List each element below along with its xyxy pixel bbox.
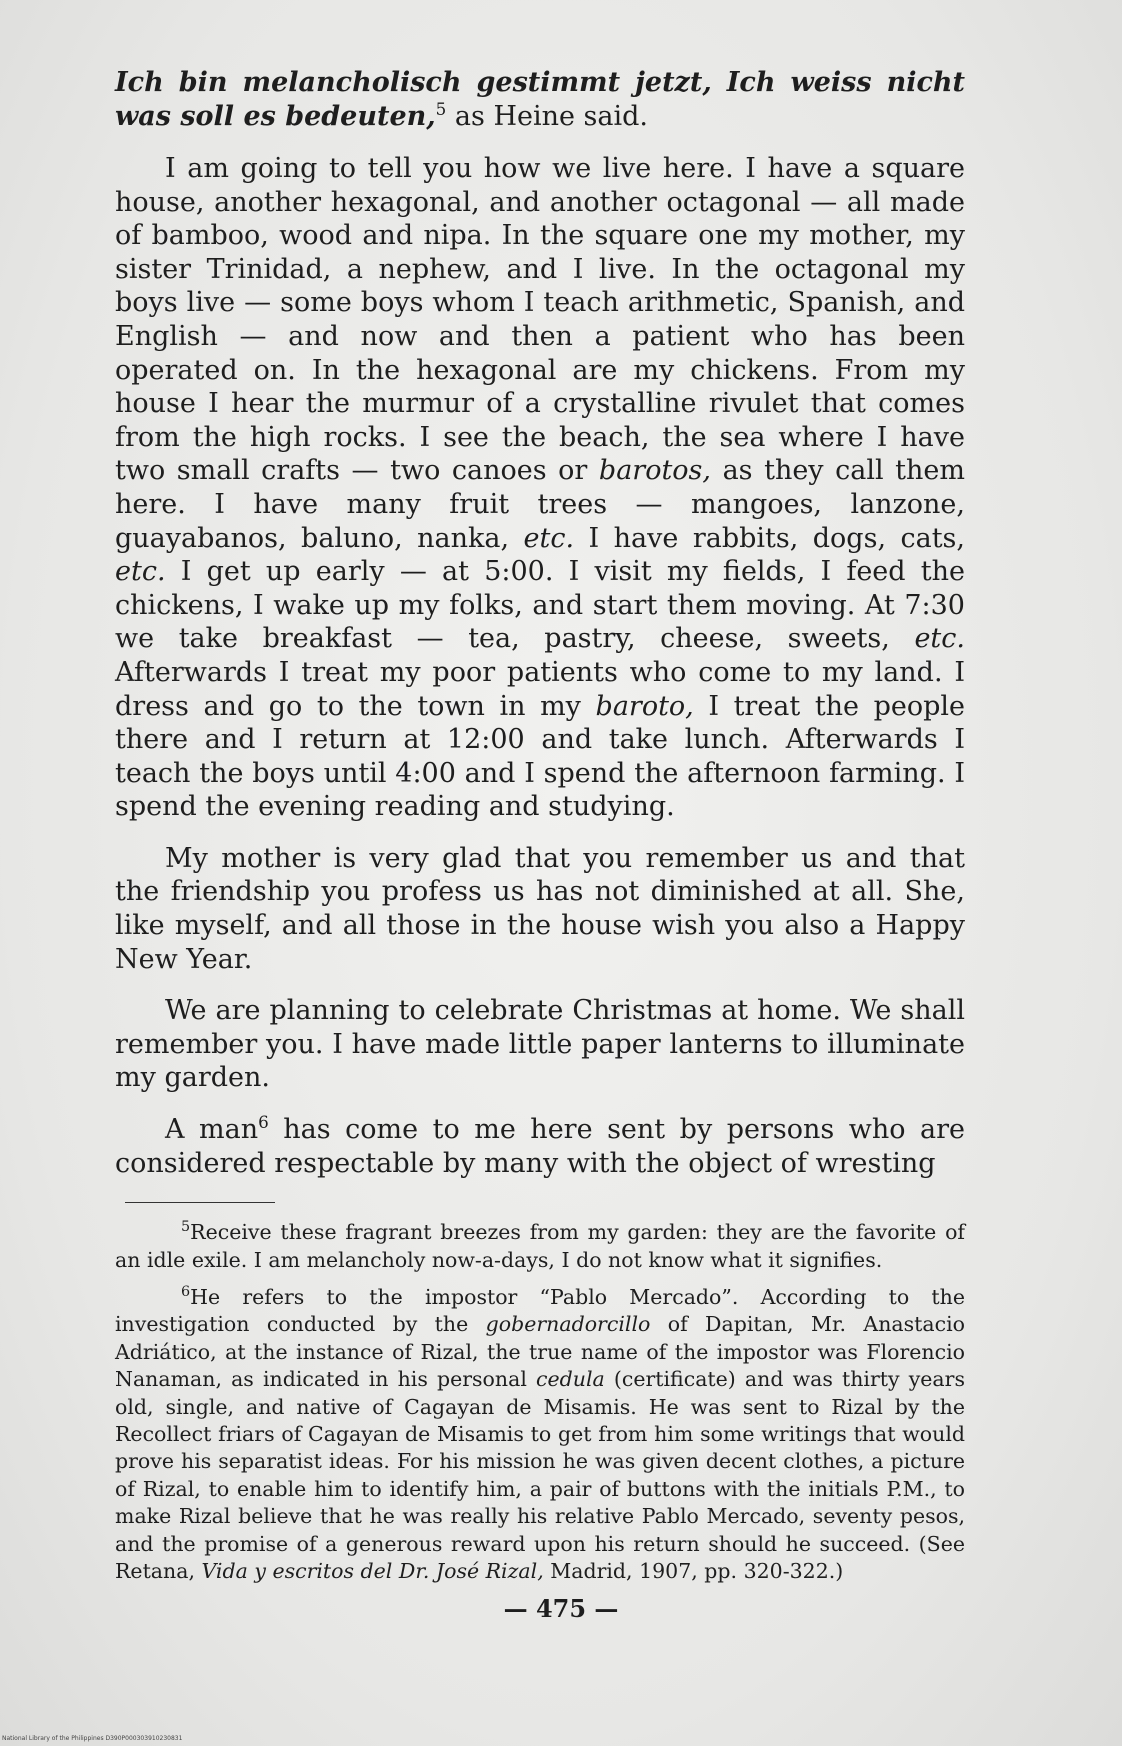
text-run: I get up early — at 5:00. I visit my fields, I feed the chickens, I wake up my folks, and start them moving. At 7:30 we take breakfast — tea, pastry, cheese, sweets,	[115, 556, 965, 655]
footnote-text: He refers to the impostor “Pablo Mercado”. According to the investigation conducted by the	[115, 1285, 965, 1337]
italic-term: baroto,	[595, 690, 694, 722]
opening-quote	[115, 66, 965, 134]
paragraph-daily-life	[115, 152, 965, 824]
footnote-text: of Dapitan, Mr. Anastacio Adriático, at the instance of Rizal, the true name of the impostor was Florencio Nanaman, as indicated in his personal	[115, 1312, 965, 1392]
footnote-ref-5[interactable]: 5	[435, 99, 447, 119]
quote-attribution: as Heine said.	[446, 101, 649, 132]
italic-term: gobernadorcillo	[485, 1312, 651, 1337]
footnote-mark: 6	[181, 1284, 191, 1301]
paragraph-christmas: We are planning to celebrate Christmas at home. We shall remember you. I have made little paper lanterns to illuminate my garden.	[115, 995, 965, 1094]
italic-term: etc.	[914, 623, 965, 655]
footnote-mark: 5	[181, 1219, 191, 1236]
italic-term: etc.	[115, 556, 166, 588]
footnote-divider	[125, 1202, 275, 1203]
text-run: I have rabbits, dogs, cats,	[588, 522, 965, 554]
footnote-ref-6[interactable]: 6	[258, 1112, 269, 1133]
text-run: Afterwards I treat my poor patients who come to my land. I dress and go to the town in my	[115, 656, 965, 722]
book-title: Vida y escritos del Dr. José Rizal,	[201, 1559, 544, 1584]
text-block	[115, 66, 965, 1586]
footnote-6	[115, 1284, 965, 1585]
paragraph-man	[115, 1113, 965, 1180]
text-run: has come to me here sent by persons who are considered respectable by many with the object of wresting	[115, 1114, 965, 1179]
text-run: A man	[165, 1114, 259, 1146]
footnote-5	[115, 1219, 965, 1274]
italic-term: barotos,	[598, 455, 711, 487]
italic-term: etc.	[523, 522, 575, 554]
german-quote: Ich bin melancholisch gestimmt jetzt, Ich weiss nicht was soll es bedeuten,	[115, 67, 965, 132]
text-run: I treat the people there and I return at 12:00 and take lunch. Afterwards I teach the boys until 4:00 and I spend the afternoon farming. I spend the evening reading and studying.	[115, 690, 966, 823]
footnote-text: Madrid, 1907, pp. 320-322.)	[543, 1559, 844, 1584]
text-run: as they call them here. I have many fruit trees — mangoes, lanzone, guayabanos, baluno, nanka,	[115, 455, 965, 554]
paragraph-mother: My mother is very glad that you remember us and that the friendship you profess us has not diminished at all. She, like myself, and all those in the house wish you also a Happy New Year.	[115, 842, 965, 975]
italic-term: cedula	[536, 1367, 605, 1392]
footnote-text: (certificate) and was thirty years old, single, and native of Cagayan de Misamis. He was sent to Rizal by the Recollect friars of Cagayan de Misamis to get from him some writings that would prove his separatist ideas. For his mission he was given decent clothes, a picture of Rizal, to enable him to identify him, a pair of buttons with the initials P.M., to make Rizal believe that he was really his relative Pablo Mercado, seventy pesos, and the promise of a generous reward upon his return should he succeed. (See Retana,	[115, 1367, 965, 1584]
archive-label: National Library of the Philippines D390P000303910230831	[2, 1735, 183, 1742]
footnote-text: Receive these fragrant breezes from my garden: they are the favorite of an idle exile. I am melancholy now-a-days, I do not know what it signifies.	[115, 1220, 965, 1272]
text-run: I am going to tell you how we live here. I have a square house, another hexagonal, and another octagonal — all made of bamboo, wood and nipa. In the square one my mother, my sister Trinidad, a nephew, and I live. In the octagonal my boys live — some boys whom I teach arithmetic, Spanish, and English — and now and then a patient who has been operated on. In the hexagonal are my chickens. From my house I hear the murmur of a crystalline rivulet that comes from the high rocks. I see the beach, the sea where I have two small crafts — two canoes or	[115, 153, 965, 487]
page-number: — 475 —	[503, 1594, 619, 1623]
